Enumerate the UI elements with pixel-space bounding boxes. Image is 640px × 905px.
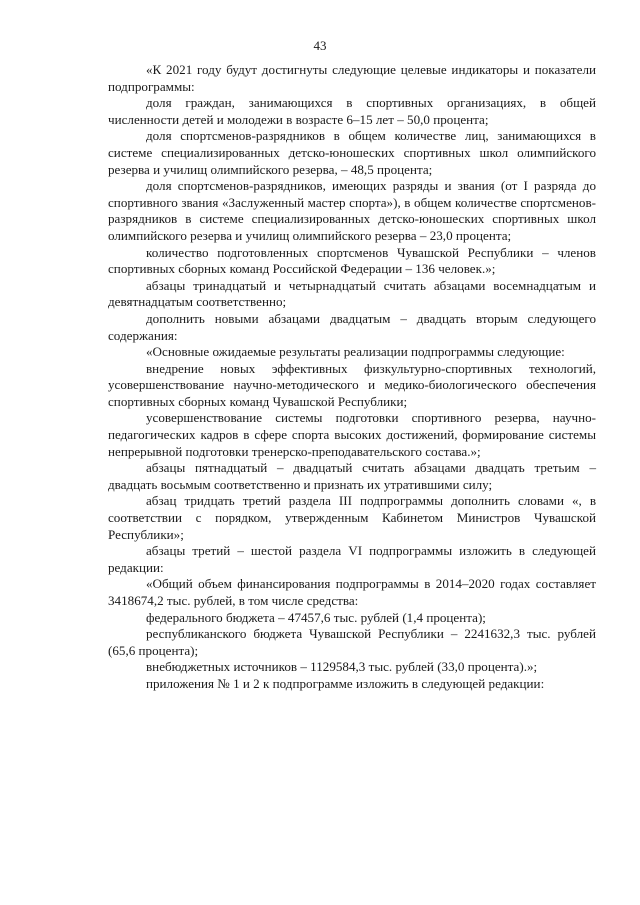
- paragraph: приложения № 1 и 2 к подпрограмме изложить в следующей редакции:: [146, 675, 545, 691]
- paragraph: абзацы третий – шестой раздела VI подпрограммы изложить в следующей редакции:: [108, 543, 596, 575]
- paragraph: федерального бюджета – 47457,6 тыс. рублей (1,4 процента);: [146, 609, 486, 625]
- paragraph: доля спортсменов-разрядников, имеющих разряды и звания (от I разряда до спортивного звания «Заслуженный мастер спорта»), в общем количестве спортсменов-разрядников в системе специализированных детско-юношеских спортивных школ олимпийского резерва и училищ олимпийского резерва – 23,0 процента;: [108, 178, 596, 243]
- paragraph: абзац тридцать третий раздела III подпрограммы дополнить словами «, в соответствии с порядком, утвержденным Кабинетом Министров Чувашской Республики»;: [108, 493, 596, 542]
- paragraph: «К 2021 году будут достигнуты следующие целевые индикаторы и показатели подпрограммы:: [108, 62, 596, 94]
- page-number: 43: [313, 38, 327, 53]
- paragraph: внедрение новых эффективных физкультурно-спортивных технологий, усовершенствование научно-методического и медико-биологического обеспечения спортивных сборных команд Чувашской Республики;: [108, 360, 596, 409]
- paragraph: «Основные ожидаемые результаты реализации подпрограммы следующие:: [146, 344, 565, 360]
- paragraph: дополнить новыми абзацами двадцатым – двадцать вторым следующего содержания:: [108, 310, 596, 343]
- paragraph: «Общий объем финансирования подпрограммы в 2014–2020 годах составляет 3418674,2 тыс. рублей, в том числе средства:: [108, 576, 596, 608]
- paragraph: республиканского бюджета Чувашской Республики – 2241632,3 тыс. рублей (65,6 процента);: [108, 626, 596, 658]
- document-body: [108, 62, 596, 693]
- paragraph: абзацы тринадцатый и четырнадцатый считать абзацами восемнадцатым и девятнадцатым соответственно;: [108, 277, 596, 310]
- paragraph: количество подготовленных спортсменов Чувашской Республики – членов спортивных сборных команд Российской Федерации – 136 человек.»;: [108, 244, 596, 277]
- paragraph: внебюджетных источников – 1129584,3 тыс. рублей (33,0 процента).»;: [146, 659, 538, 675]
- paragraph: абзацы пятнадцатый – двадцатый считать абзацами двадцать третьим – двадцать восьмым соответственно и признать их утратившими силу;: [108, 460, 596, 492]
- paragraph: доля граждан, занимающихся в спортивных организациях, в общей численности детей и молодежи в возрасте 6–15 лет – 50,0 процента;: [108, 95, 596, 127]
- paragraph: усовершенствование системы подготовки спортивного резерва, научно-педагогических кадров в сфере спорта высоких достижений, формирование системы непрерывной подготовки тренерско-преподавательского состава.»;: [108, 410, 596, 459]
- paragraph: доля спортсменов-разрядников в общем количестве лиц, занимающихся в системе специализированных детско-юношеских спортивных школ олимпийского резерва и училищ олимпийского резерва, – 48,5 процента;: [108, 128, 596, 177]
